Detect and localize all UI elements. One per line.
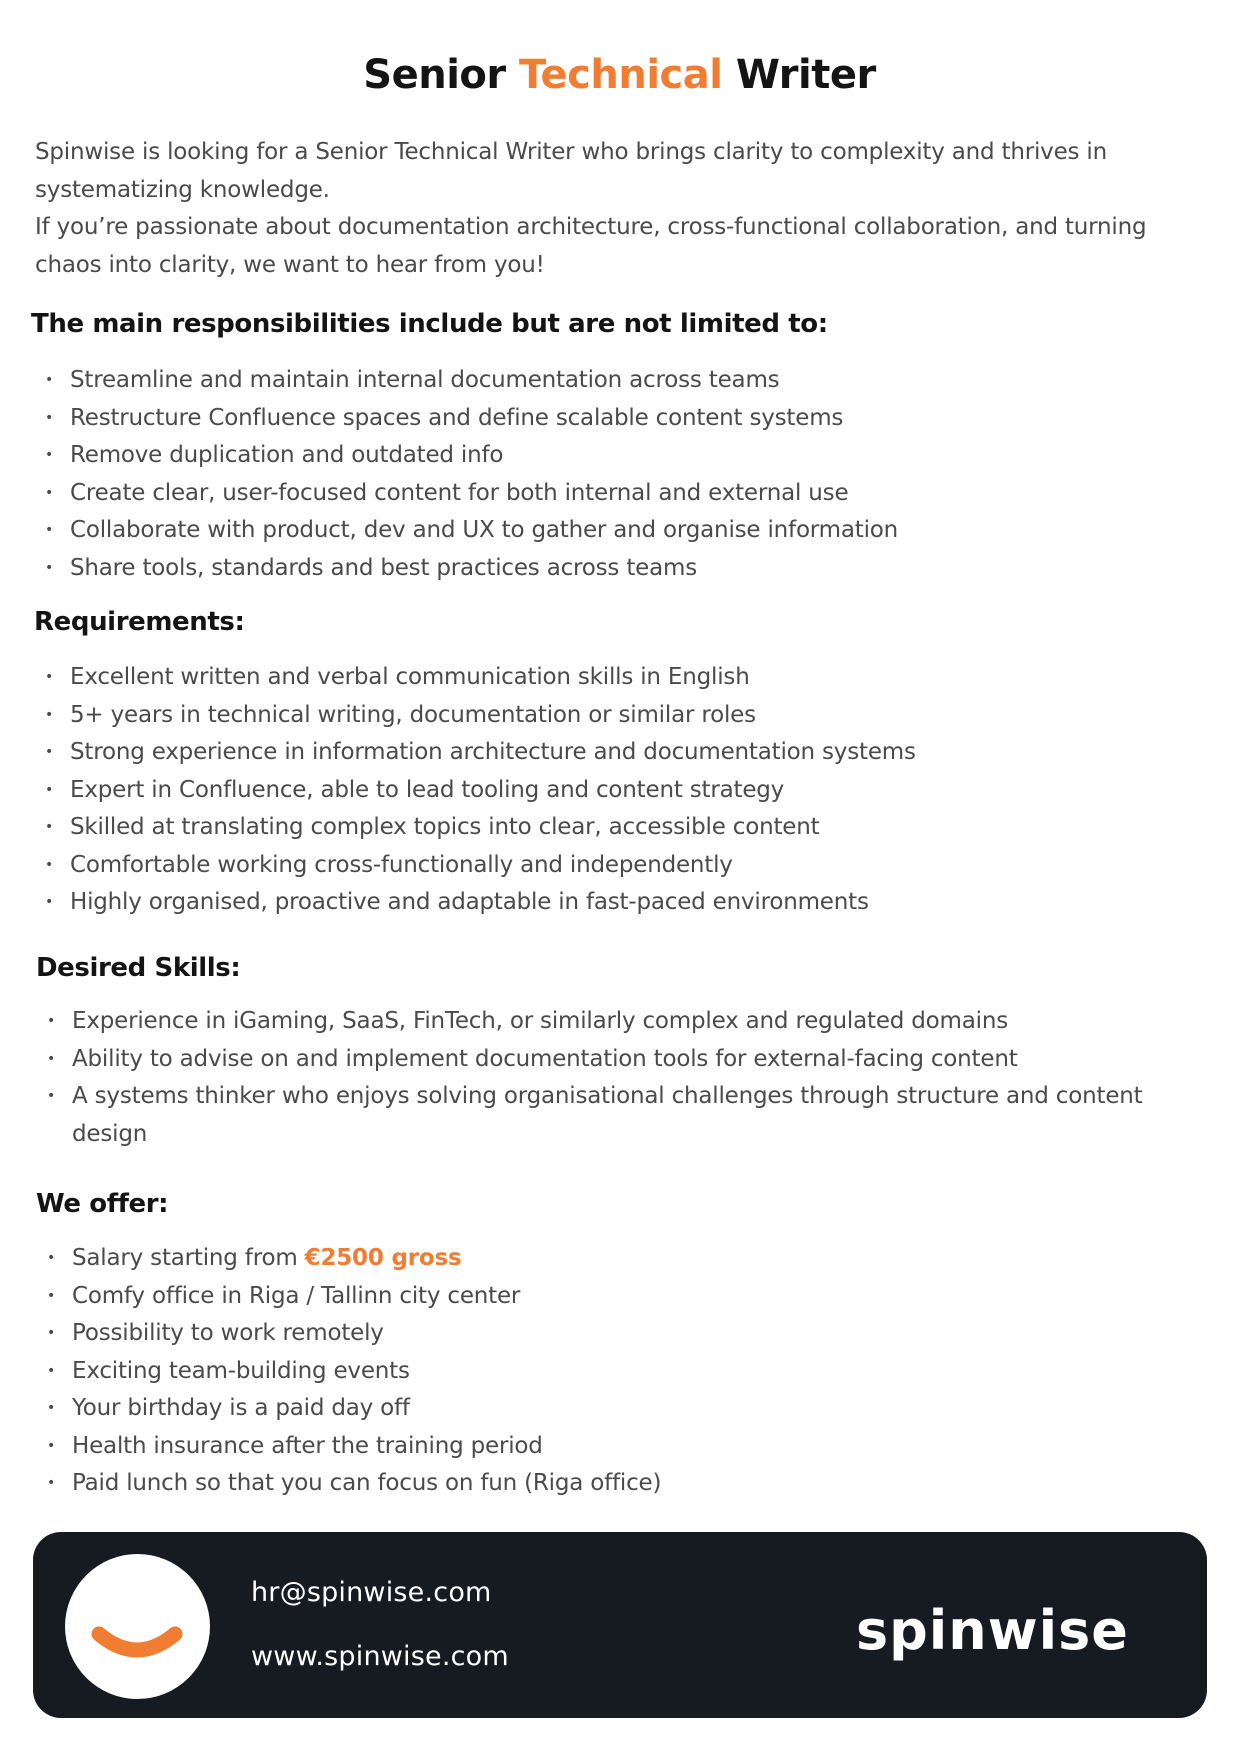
list-item: • Collaborate with product, dev and UX to gather and organise information (35, 512, 1205, 550)
intro-text (35, 134, 1205, 284)
bullet-icon: • (47, 1475, 56, 1491)
responsibilities-heading: The main responsibilities include but are not limited to: (31, 309, 828, 339)
bullet-icon: • (45, 781, 54, 798)
bullet-icon: • (47, 1400, 56, 1416)
list-item: • Highly organised, proactive and adaptable in fast-paced environments (35, 884, 1205, 922)
offer-list (37, 1240, 1207, 1503)
list-item: • A systems thinker who enjoys solving organisational challenges through structure and content design (37, 1078, 1157, 1153)
list-item-salary: • Salary starting from €2500 gross (37, 1240, 1207, 1278)
list-item: • Possibility to work remotely (37, 1315, 1207, 1353)
list-item: • Strong experience in information architecture and documentation systems (35, 734, 1205, 772)
list-item: • Skilled at translating complex topics into clear, accessible content (35, 809, 1205, 847)
intro-line-1: Spinwise is looking for a Senior Technical Writer who brings clarity to complexity and thrives in systematizing knowledge. (35, 139, 1107, 203)
list-item: • Paid lunch so that you can focus on fun (Riga office) (37, 1465, 1207, 1503)
skills-heading: Desired Skills: (36, 953, 241, 983)
bullet-icon: • (47, 1287, 56, 1304)
bullet-icon: • (45, 409, 54, 426)
bullet-icon: • (45, 559, 54, 576)
bullet-icon: • (45, 744, 54, 760)
list-item: • Comfortable working cross-functionally and independently (35, 847, 1205, 885)
list-item: • Exciting team-building events (37, 1353, 1207, 1391)
spinwise-logo (856, 1599, 1170, 1662)
responsibilities-list (35, 362, 1205, 587)
title-part-2: Writer (722, 52, 876, 98)
bullet-icon: • (45, 372, 54, 388)
requirements-heading: Requirements: (34, 607, 245, 637)
bullet-icon: • (45, 856, 54, 873)
contact-footer (33, 1532, 1207, 1718)
bullet-icon: • (45, 669, 54, 685)
bullet-icon: • (45, 447, 54, 463)
bullet-icon: • (47, 1325, 56, 1341)
list-item: • Create clear, user-focused content for both internal and external use (35, 475, 1205, 513)
requirements-list (35, 659, 1205, 922)
bullet-icon: • (47, 1250, 56, 1266)
intro-line-2: If you’re passionate about documentation architecture, cross-functional collaboration, and turning chaos into clarity, we want to hear from you! (35, 214, 1147, 278)
list-item: • Excellent written and verbal communication skills in English (35, 659, 1205, 697)
bullet-icon: • (47, 1088, 56, 1104)
logo-wordmark: spinwise (856, 1599, 1129, 1662)
bullet-icon: • (45, 706, 54, 723)
website-link[interactable]: www.spinwise.com (251, 1641, 509, 1672)
bullet-icon: • (47, 1050, 56, 1067)
list-item: • Health insurance after the training period (37, 1428, 1207, 1466)
avatar (65, 1554, 210, 1699)
list-item: • 5+ years in technical writing, documentation or similar roles (35, 697, 1205, 735)
list-item: • Expert in Confluence, able to lead tooling and content strategy (35, 772, 1205, 810)
bullet-icon: • (47, 1437, 56, 1454)
list-item: • Streamline and maintain internal documentation across teams (35, 362, 1205, 400)
skills-list (37, 1003, 1157, 1153)
bullet-icon: • (47, 1013, 56, 1029)
title-accent: Technical (519, 52, 723, 98)
list-item: • Experience in iGaming, SaaS, FinTech, or similarly complex and regulated domains (37, 1003, 1157, 1041)
bullet-icon: • (45, 522, 54, 538)
list-item: • Remove duplication and outdated info (35, 437, 1205, 475)
list-item: • Share tools, standards and best practices across teams (35, 550, 1205, 588)
bullet-icon: • (45, 819, 54, 835)
bullet-icon: • (47, 1362, 56, 1379)
offer-heading: We offer: (36, 1189, 169, 1219)
page-title (0, 52, 1239, 98)
bullet-icon: • (45, 894, 54, 910)
list-item: • Ability to advise on and implement documentation tools for external-facing content (37, 1041, 1157, 1079)
title-part-1: Senior (363, 52, 520, 98)
salary-value: €2500 gross (304, 1245, 462, 1271)
bullet-icon: • (45, 484, 54, 501)
list-item: • Your birthday is a paid day off (37, 1390, 1207, 1428)
list-item: • Restructure Confluence spaces and define scalable content systems (35, 400, 1205, 438)
email-link[interactable]: hr@spinwise.com (251, 1577, 492, 1608)
smile-icon (65, 1554, 210, 1699)
list-item: • Comfy office in Riga / Tallinn city center (37, 1278, 1207, 1316)
